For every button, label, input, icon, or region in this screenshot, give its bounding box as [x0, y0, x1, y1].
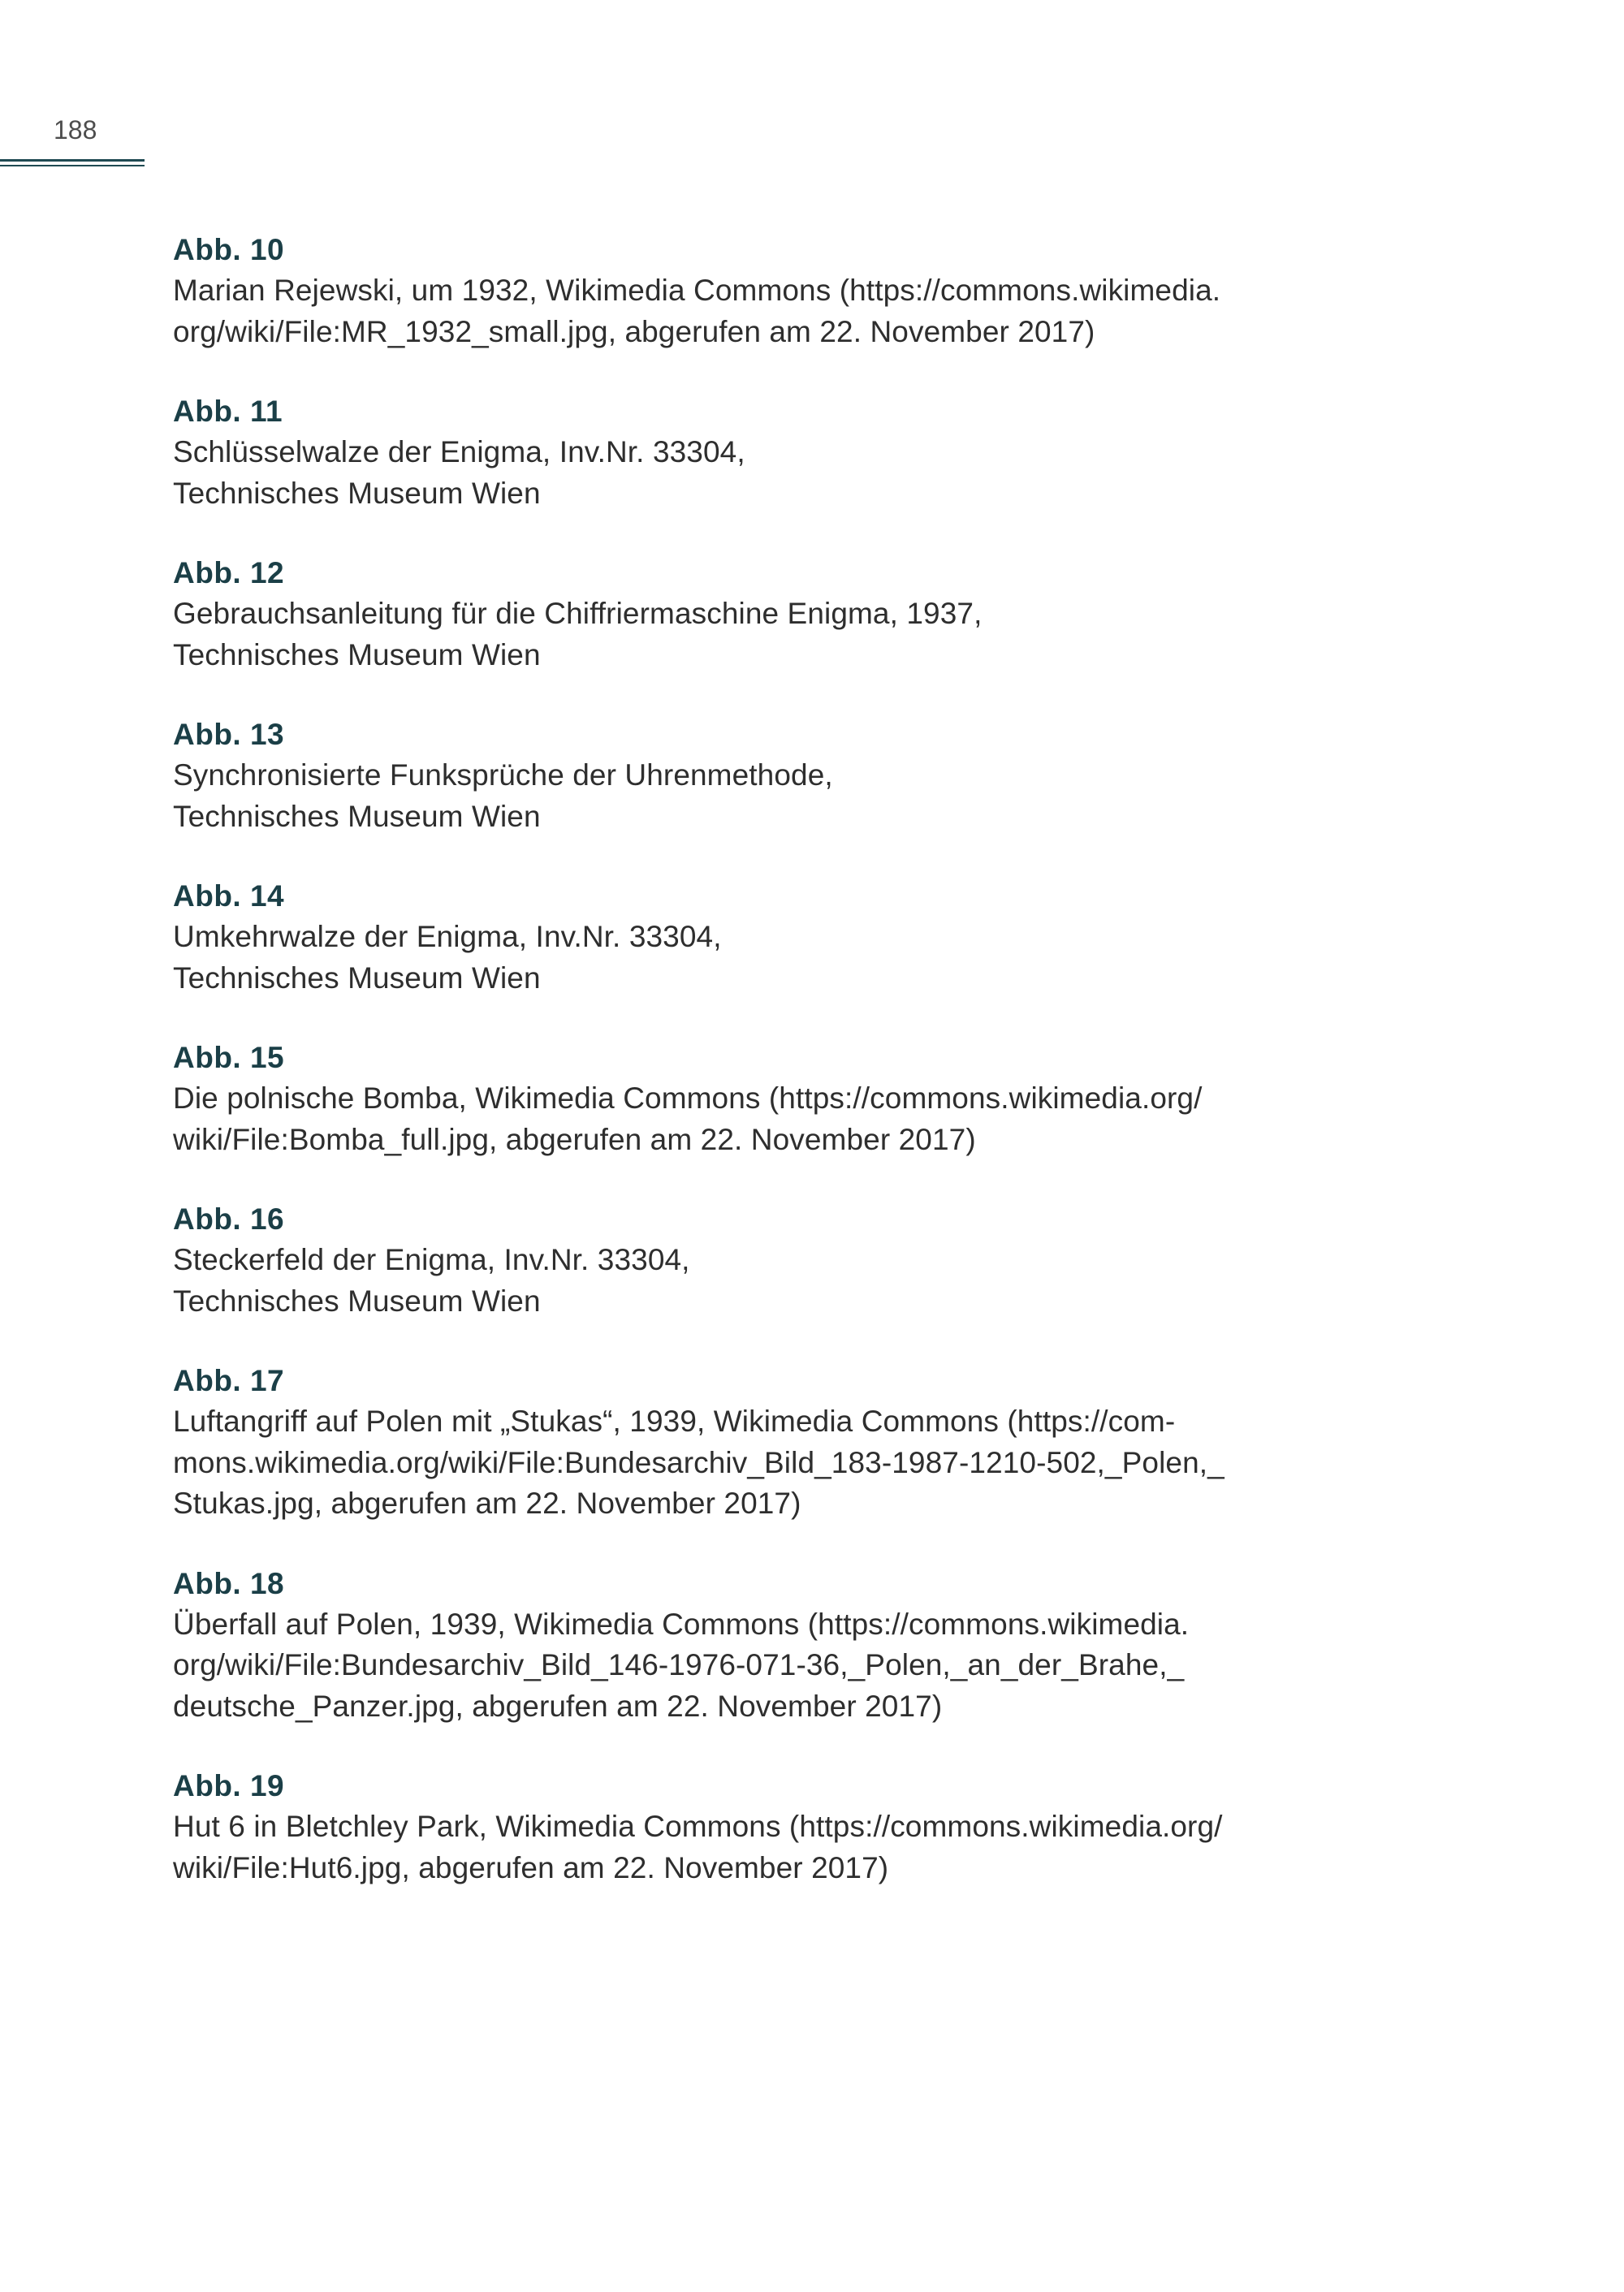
figure-credit-title: Abb. 16 [173, 1202, 285, 1236]
figure-credit-entry [173, 1766, 1310, 1888]
figure-credit-title: Abb. 11 [173, 395, 283, 428]
header-rule-bottom [0, 165, 145, 166]
figure-credit-title: Abb. 13 [173, 718, 285, 751]
figure-credit-line: Schlüsselwalze der Enigma, Inv.Nr. 33304, [173, 435, 745, 468]
figure-credit-title: Abb. 19 [173, 1769, 285, 1802]
figure-credit-line: deutsche_Panzer.jpg, abgerufen am 22. November 2017) [173, 1689, 943, 1723]
figure-credits-list [173, 230, 1310, 1927]
figure-credit-line: Stukas.jpg, abgerufen am 22. November 2017) [173, 1487, 801, 1520]
figure-credit-entry [173, 714, 1310, 837]
figure-credit-line: Technisches Museum Wien [173, 960, 541, 995]
figure-credit-line: Synchronisierte Funksprüche der Uhrenmethode, [173, 758, 833, 792]
figure-credit-line: org/wiki/File:MR_1932_small.jpg, abgerufen am 22. November 2017) [173, 314, 1095, 348]
figure-credit-entry [173, 230, 1310, 352]
figure-credit-line: Technisches Museum Wien [173, 637, 541, 671]
figure-credit-line: Luftangriff auf Polen mit „Stukas“, 1939, Wikimedia Commons (https://com- [173, 1405, 1176, 1438]
figure-credit-title: Abb. 18 [173, 1566, 285, 1600]
figure-credit-title: Abb. 14 [173, 879, 285, 913]
figure-credit-line: Hut 6 in Bletchley Park, Wikimedia Commons (https://commons.wikimedia.org/ [173, 1810, 1223, 1843]
figure-credit-title: Abb. 10 [173, 233, 285, 266]
figure-credit-line: Überfall auf Polen, 1939, Wikimedia Commons (https://commons.wikimedia. [173, 1607, 1190, 1641]
figure-credit-entry [173, 1199, 1310, 1322]
figure-credit-entry [173, 876, 1310, 999]
figure-credit-entry [173, 1038, 1310, 1160]
figure-credit-line: Umkehrwalze der Enigma, Inv.Nr. 33304, [173, 920, 722, 953]
figure-credit-line: Steckerfeld der Enigma, Inv.Nr. 33304, [173, 1243, 690, 1276]
figure-credit-line: org/wiki/File:Bundesarchiv_Bild_146-1976-071-36,_Polen,_an_der_Brahe,_ [173, 1648, 1185, 1681]
figure-credit-line: Die polnische Bomba, Wikimedia Commons (https://commons.wikimedia.org/ [173, 1081, 1203, 1115]
figure-credit-title: Abb. 17 [173, 1364, 285, 1397]
figure-credit-entry [173, 553, 1310, 676]
figure-credit-line: Technisches Museum Wien [173, 476, 541, 510]
page-number: 188 [54, 115, 97, 145]
figure-credit-entry [173, 1564, 1310, 1728]
figure-credit-line: wiki/File:Hut6.jpg, abgerufen am 22. November 2017) [173, 1850, 889, 1884]
figure-credit-line: Technisches Museum Wien [173, 799, 541, 833]
figure-credit-line: Gebrauchsanleitung für die Chiffriermaschine Enigma, 1937, [173, 597, 983, 630]
figure-credit-line: Technisches Museum Wien [173, 1284, 541, 1318]
figure-credit-title: Abb. 12 [173, 556, 285, 589]
figure-credit-entry [173, 1361, 1310, 1525]
figure-credit-entry [173, 391, 1310, 514]
figure-credit-title: Abb. 15 [173, 1041, 285, 1074]
figure-credit-line: mons.wikimedia.org/wiki/File:Bundesarchiv_Bild_183-1987-1210-502,_Polen,_ [173, 1445, 1224, 1479]
figure-credit-line: Marian Rejewski, um 1932, Wikimedia Commons (https://commons.wikimedia. [173, 274, 1221, 307]
figure-credit-line: wiki/File:Bomba_full.jpg, abgerufen am 22. November 2017) [173, 1122, 976, 1156]
header-rule-top [0, 159, 145, 162]
